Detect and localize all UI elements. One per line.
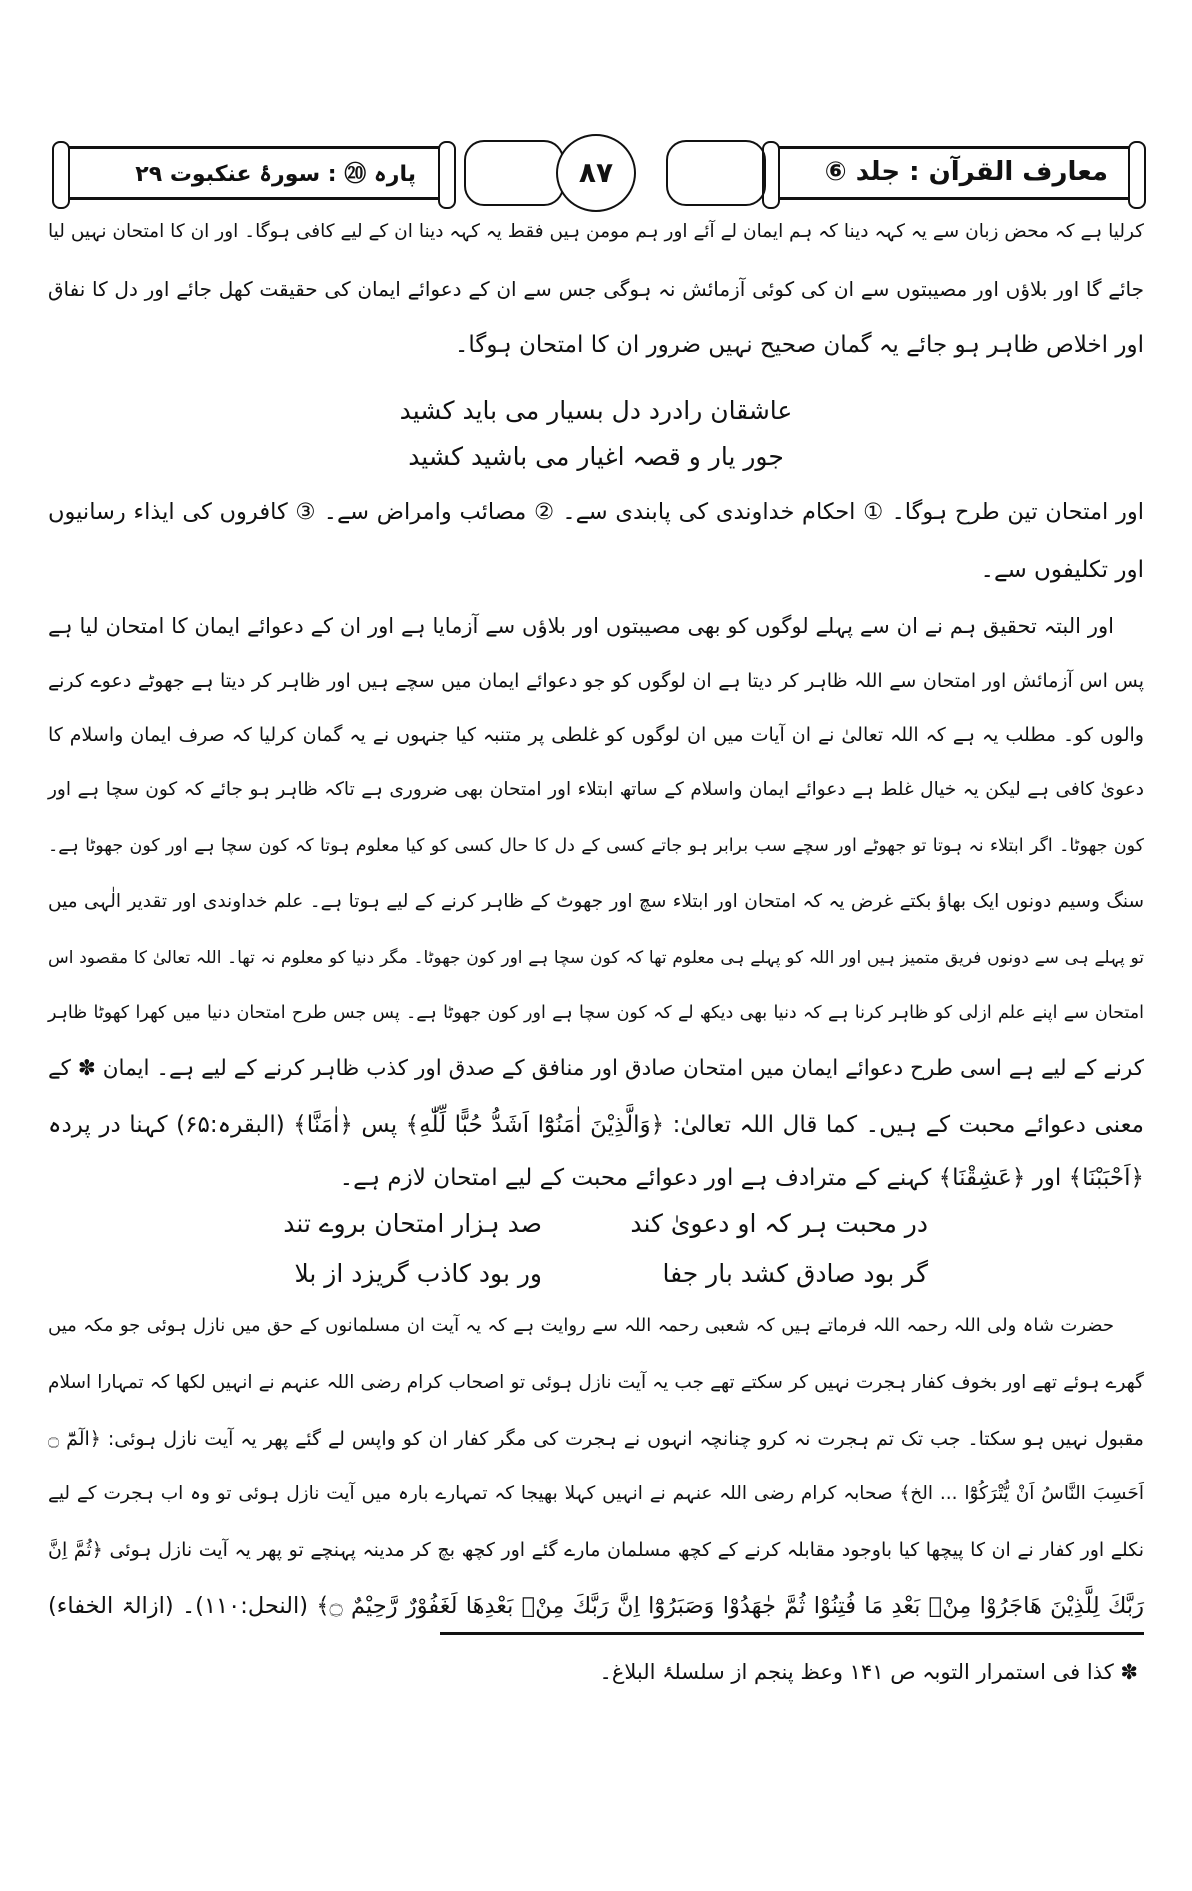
text-line: والوں کو۔ مطلب یہ ہے کہ اللہ تعالیٰ نے ان آیات میں ان لوگوں کو غلطی پر متنبہ کیا جنہوں نے یہ گمان کرلیا کہ صرف ایمان واسلام کا xyxy=(48,724,1144,746)
header-box-right xyxy=(778,146,1130,200)
persian-verse-line: جور یار و قصہ اغیار می باشید کشید xyxy=(408,442,784,471)
text-line: کرلیا ہے کہ محض زبان سے یہ کہہ دینا کہ ہم ایمان لے آئے اور ہم مومن ہیں فقط یہ کہہ دینا ان کے لیے کافی ہوگا۔ اور ان کا امتحان نہیں لیا xyxy=(48,221,1144,242)
couplet-hemistich: ور بود کاذب گریزد از بلا xyxy=(294,1259,542,1288)
persian-verse-line: عاشقان رادرد دل بسیار می باید کشید xyxy=(399,396,793,425)
text-line: اور تکلیفوں سے۔ xyxy=(980,557,1144,583)
text-line: کون جھوٹا۔ اگر ابتلاء نہ ہوتا تو جھوٹے اور سچے سب برابر ہو جاتے کسی کے دل کا حال کسی کو کیا معلوم ہوتا کہ کون سچا ہے اور کون جھوٹا ہے۔ xyxy=(48,836,1144,856)
text-line: جائے گا اور بلاؤں اور مصیبتوں سے ان کی کوئی آزمائش نہ ہوگی جس سے ان کے دعوائے ایمان کی حقیقت کھل جائے اور دل کا نفاق xyxy=(48,277,1144,301)
text-line: مقبول نہیں ہو سکتا۔ جب تک تم ہجرت نہ کرو چنانچہ انہوں نے ہجرت کی مگر کفار ان کو واپس لے گئے پھر یہ آیت نازل ہوئی: ﴿الٓمّٓ ۝ xyxy=(48,1428,1144,1450)
text-line: نکلے اور کفار نے ان کا پیچھا کیا باوجود مقابلہ کرنے کے کچھ مسلمان مارے گئے اور کچھ بچ کر مدینہ پہنچے تو پھر یہ آیت نازل ہوئی ﴿ثُمَّ اِنَّ xyxy=(48,1539,1144,1561)
ornament-icon xyxy=(464,140,564,206)
ornament-icon xyxy=(666,140,766,206)
text-line: پس اس آزمائش اور امتحان سے اللہ ظاہر کر دیتا ہے ان لوگوں کو جو دعوائے ایمان میں سچے ہیں اور ظاہر کر دیتا ہے جھوٹے دعوے کرنے xyxy=(48,670,1144,692)
text-line: اور البتہ تحقیق ہم نے ان سے پہلے لوگوں کو بھی مصیبتوں اور بلاؤں سے آزمایا ہے اور ان کے دعوائے ایمان کا امتحان لیا ہے xyxy=(48,614,1114,638)
page-number: ۸۷ xyxy=(556,134,636,212)
book-volume-title: معارف القرآن : جلد ⑥ xyxy=(824,157,1108,187)
para-surah-label: پارہ ⑳ : سورۂ عنکبوت ۲۹ xyxy=(135,162,416,187)
text-line: معنی دعوائے محبت کے ہیں۔ کما قال اللہ تعالیٰ: ﴿وَالَّذِيْنَ اٰمَنُوْٓا اَشَدُّ حُبًّا لِّلّٰهِ﴾ پس ﴿اٰمَنَّا﴾ (البقرہ:۶۵) کہنا در پردہ xyxy=(48,1112,1144,1138)
text-line: دعویٰ کافی ہے لیکن یہ خیال غلط ہے دعوائے ایمان واسلام کے ساتھ ابتلاء اور امتحان بھی ضروری ہے تاکہ ظاہر ہو جائے کہ کون سچا ہے اور xyxy=(48,779,1144,800)
footnote: ✽ کذا فی استمرار التوبہ ص ۱۴۱ وعظ پنجم از سلسلۂ البلاغ۔ xyxy=(599,1660,1138,1684)
text-line: اور اخلاص ظاہر ہو جائے یہ گمان صحیح نہیں ضرور ان کا امتحان ہوگا۔ xyxy=(454,332,1144,358)
text-line: اَحَسِبَ النَّاسُ اَنْ يُّتْرَكُوْٓا ... الخ﴾ صحابہ کرام رضی اللہ عنہم نے انہیں کہلا بھیجا کہ تمہارے بارہ میں آیت نازل ہوئی تو وہ اب ہجرت کے لیے xyxy=(48,1483,1144,1504)
text-line: ﴿اَحْبَبْنَا﴾ اور ﴿عَشِقْنَا﴾ کہنے کے مترادف ہے اور دعوائے محبت کے لیے امتحان لازم ہے۔ xyxy=(339,1165,1144,1191)
text-line: کرنے کے لیے ہے اسی طرح دعوائے ایمان میں امتحان صادق اور منافق کے صدق اور کذب ظاہر کرنے کے لیے ہے۔ ایمان ✽ کے xyxy=(48,1056,1144,1081)
couplet-hemistich: صد ہزار امتحان بروے تند xyxy=(283,1209,542,1238)
text-line: اور امتحان تین طرح ہوگا۔ ① احکام خداوندی کی پابندی سے۔ ② مصائب وامراض سے۔ ③ کافروں کی ایذاء رسانیوں xyxy=(48,499,1144,525)
text-line: سنگ وسیم دونوں ایک بھاؤ بکتے غرض یہ کہ امتحان اور ابتلاء سچ اور جھوٹ کے ظاہر کرنے کے لیے ہوتا ہے۔ علم خداوندی اور تقدیر الٰہی میں xyxy=(48,891,1144,912)
text-line: گھرے ہوئے تھے اور بخوف کفار ہجرت نہیں کر سکتے تھے جب یہ آیت نازل ہوئی تو اصحاب کرام رضی اللہ عنہم نے انہیں لکھا کہ تمہارا اسلام xyxy=(48,1372,1144,1393)
footnote-divider xyxy=(440,1632,1144,1635)
text-line: حضرت شاہ ولی اللہ رحمہ اللہ فرماتے ہیں کہ شعبی رحمہ اللہ سے روایت ہے کہ یہ آیت ان مسلمانوں کے حق میں نازل ہوئی جو مکہ میں xyxy=(48,1315,1114,1336)
couplet-hemistich: در محبت ہر کہ او دعویٰ کند xyxy=(630,1209,928,1238)
header-box-left xyxy=(68,146,440,200)
text-line: رَبَّكَ لِلَّذِيْنَ هَاجَرُوْا مِنْۢ بَعْدِ مَا فُتِنُوْا ثُمَّ جٰهَدُوْا وَصَبَرُوْٓا اِنَّ رَبَّكَ مِنْۢ بَعْدِهَا لَغَفُوْرٌ رَّحِيْمٌ ۝﴾ (النحل:۱۱۰)۔ (ازالۃ الخفاء) xyxy=(48,1593,1144,1619)
couplet-hemistich: گر بود صادق کشد بار جفا xyxy=(662,1259,928,1288)
text-line: تو پہلے ہی سے دونوں فریق متمیز ہیں اور اللہ کو پہلے ہی معلوم تھا کہ کون سچا ہے اور کون جھوٹا۔ مگر دنیا کو معلوم نہ تھا۔ اللہ تعالیٰ کا مقصود اس xyxy=(48,948,1144,968)
text-line: امتحان سے اپنے علم ازلی کو ظاہر کرنا ہے کہ دنیا بھی دیکھ لے کہ کون سچا ہے اور کون جھوٹا ہے۔ پس جس طرح امتحان دنیا میں کھرا کھوٹا ظاہر xyxy=(48,1003,1144,1023)
